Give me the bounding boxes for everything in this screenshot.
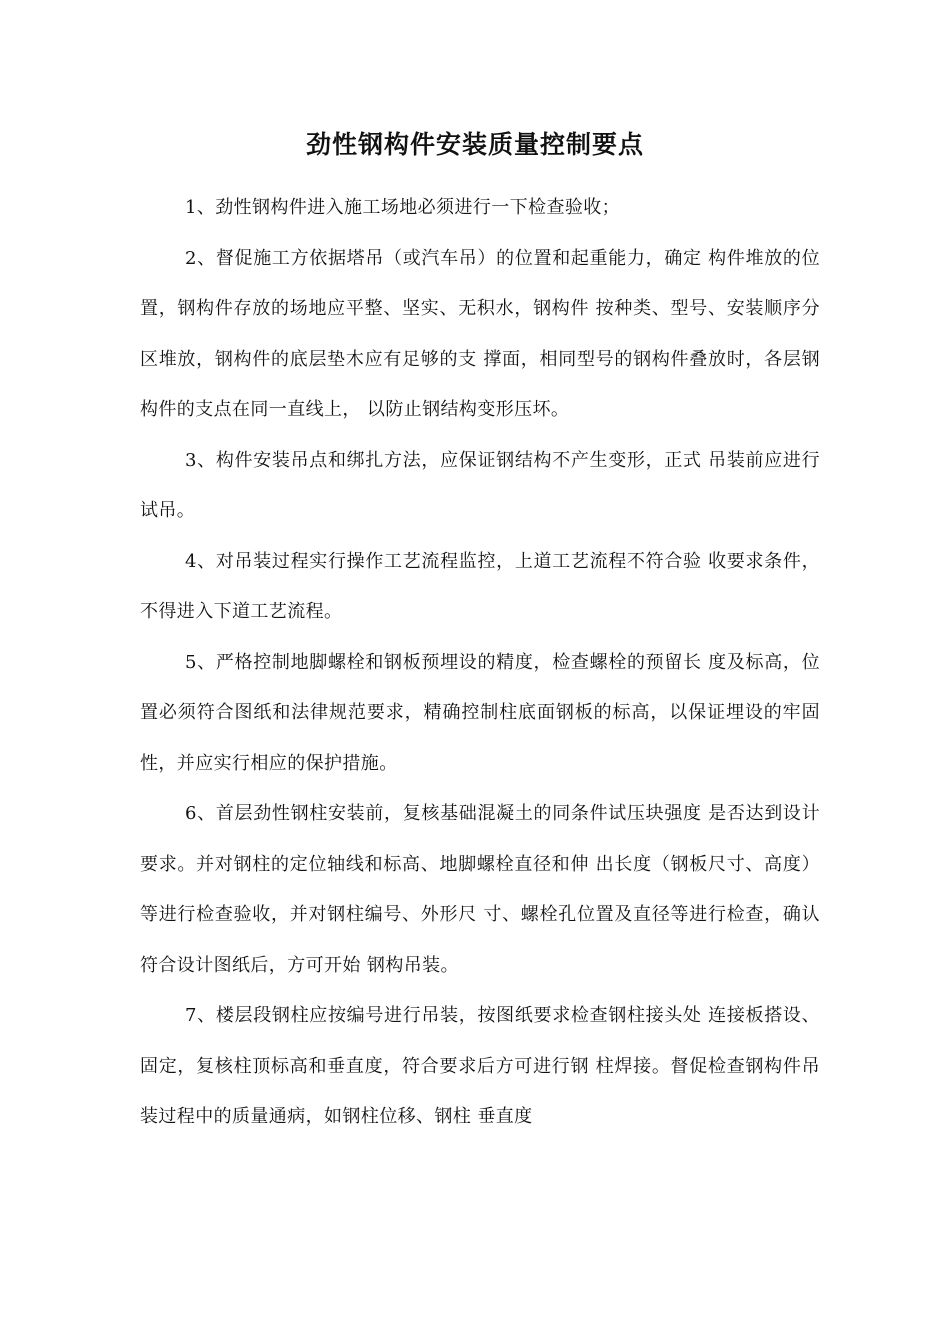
paragraph-7: 7、楼层段钢柱应按编号进行吊装，按图纸要求检查钢柱接头处 连接板搭设、固定，复核柱顶标高和垂直度，符合要求后方可进行钢 柱焊接。督促检查钢构件吊装过程中的质量通病，如钢柱位移、钢柱 垂直度 xyxy=(140,1005,820,1127)
paragraph-1: 1、劲性钢构件进入施工场地必须进行一下检查验收； xyxy=(185,197,621,218)
paragraph-2: 2、督促施工方依据塔吊（或汽车吊）的位置和起重能力，确定 构件堆放的位置，钢构件存放的场地应平整、坚实、无积水，钢构件 按种类、型号、安装顺序分区堆放，钢构件的底层垫木应有足够的支 撑面，相同型号的钢构件叠放时，各层钢构件的支点在同一直线上， 以防止钢结构变形压坏。 xyxy=(140,247,820,420)
paragraph-3: 3、构件安装吊点和绑扎方法，应保证钢结构不产生变形，正式 吊装前应进行试吊。 xyxy=(140,449,820,521)
paragraph-5: 5、严格控制地脚螺栓和钢板预埋设的精度，检查螺栓的预留长 度及标高，位置必须符合图纸和法律规范要求，精确控制柱底面钢板的标高，以保证埋设的牢固性，并应实行相应的保护措施。 xyxy=(140,651,820,774)
document-body xyxy=(140,183,820,1143)
paragraph-6: 6、首层劲性钢柱安装前，复核基础混凝土的同条件试压块强度 是否达到设计要求。并对钢柱的定位轴线和标高、地脚螺栓直径和伸 出长度（钢板尺寸、高度）等进行检查验收，并对钢柱编号、外形尺 寸、螺栓孔位置及直径等进行检查，确认符合设计图纸后，方可开始 钢构吊装。 xyxy=(140,803,820,976)
document-title: 劲性钢构件安装质量控制要点 xyxy=(305,129,644,159)
paragraph-4: 4、对吊装过程实行操作工艺流程监控，上道工艺流程不符合验 收要求条件，不得进入下道工艺流程。 xyxy=(140,550,820,622)
